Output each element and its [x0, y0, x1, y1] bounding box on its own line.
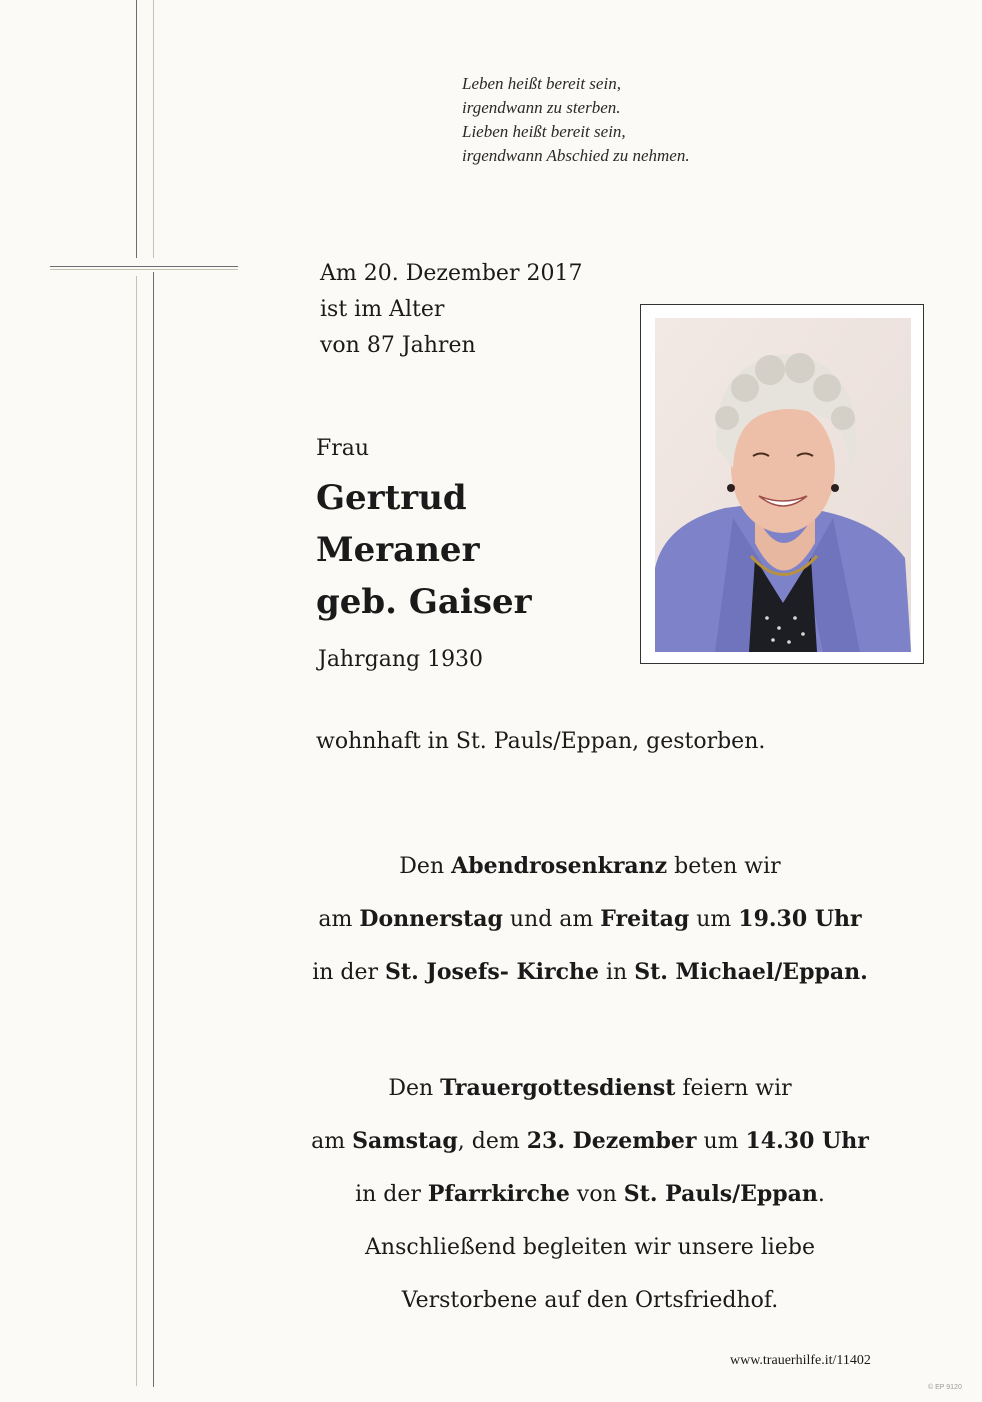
- last-name: Meraner: [316, 530, 480, 570]
- rosary-announcement: [200, 840, 980, 999]
- rosary-line-2: am Donnerstag und am Freitag um 19.30 Uhr: [318, 906, 862, 932]
- cross-vertical-line-lower-light: [136, 276, 137, 1386]
- verse-line: Lieben heißt bereit sein,: [462, 122, 626, 141]
- funeral-announcement: [200, 1062, 980, 1327]
- portrait-photo: [640, 304, 924, 664]
- funeral-line-4: Anschließend begleiten wir unsere liebe: [365, 1235, 815, 1260]
- birth-name: geb. Gaiser: [316, 582, 532, 622]
- funeral-line-5: Verstorbene auf den Ortsfriedhof.: [401, 1288, 779, 1313]
- residence-line: wohnhaft in St. Pauls/Eppan, gestorben.: [316, 729, 766, 754]
- memorial-verse: [462, 72, 862, 168]
- cross-vertical-line-light: [153, 0, 154, 258]
- rosary-line-3: in der St. Josefs- Kirche in St. Michael/Eppan.: [312, 959, 868, 985]
- cross-horizontal-line-light: [50, 269, 238, 270]
- intro-line: von 87 Jahren: [320, 333, 476, 358]
- birth-year: Jahrgang 1930: [318, 647, 484, 672]
- verse-line: irgendwann zu sterben.: [462, 98, 621, 117]
- intro-line: ist im Alter: [320, 297, 445, 322]
- intro-line: Am 20. Dezember 2017: [320, 261, 583, 286]
- death-announcement: [320, 256, 582, 364]
- print-code: © EP 9120: [928, 1384, 962, 1391]
- cross-horizontal-line: [50, 266, 238, 267]
- deceased-name: [316, 472, 532, 628]
- verse-line: Leben heißt bereit sein,: [462, 74, 621, 93]
- first-name: Gertrud: [316, 478, 467, 518]
- website-link[interactable]: www.trauerhilfe.it/11402: [730, 1353, 871, 1368]
- salutation: Frau: [316, 436, 370, 461]
- cross-vertical-line-lower: [153, 272, 154, 1387]
- funeral-line-1: Den Trauergottesdienst feiern wir: [388, 1075, 792, 1101]
- cross-vertical-line: [136, 0, 137, 258]
- portrait-image: [655, 318, 911, 652]
- verse-line: irgendwann Abschied zu nehmen.: [462, 146, 690, 165]
- funeral-line-3: in der Pfarrkirche von St. Pauls/Eppan.: [355, 1181, 825, 1207]
- funeral-line-2: am Samstag, dem 23. Dezember um 14.30 Uhr: [311, 1128, 869, 1154]
- rosary-line-1: Den Abendrosenkranz beten wir: [399, 853, 781, 879]
